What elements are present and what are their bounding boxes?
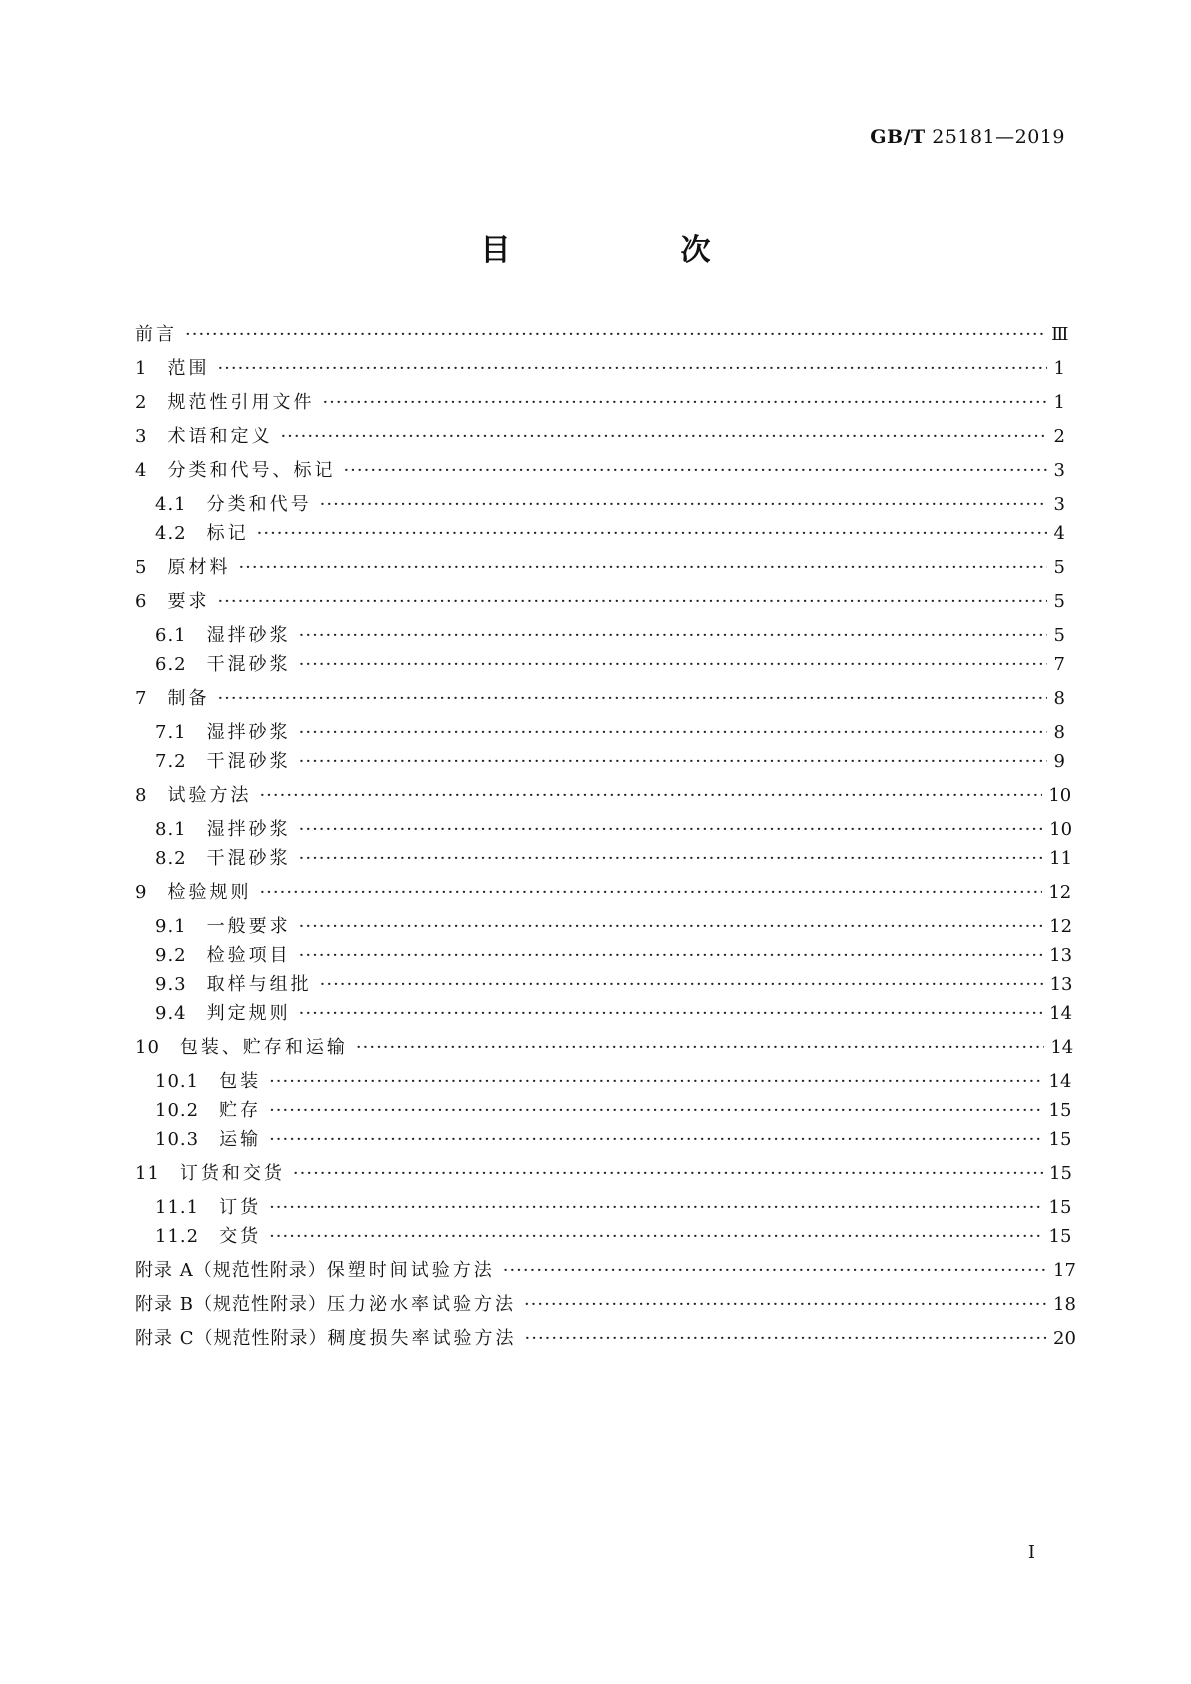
toc-entry[interactable] (135, 388, 1065, 418)
toc-entry[interactable] (135, 354, 1065, 384)
toc-entry[interactable] (135, 1290, 1076, 1320)
toc-entry-number: 11 (135, 1163, 160, 1184)
toc-entry-number: 10.3 (155, 1129, 200, 1150)
toc-entry-number: 1 (135, 358, 148, 379)
toc-entry[interactable] (155, 650, 1065, 680)
toc-entry-number: 8.1 (155, 819, 187, 840)
dot-leader (269, 1096, 1042, 1126)
toc-entry-number: 附录 A（规范性附录） (135, 1260, 327, 1281)
toc-entry[interactable] (135, 553, 1065, 583)
dot-leader (299, 999, 1044, 1029)
toc-entry-page: 15 (1048, 1129, 1072, 1150)
toc-entry-page: 3 (1053, 494, 1065, 515)
toc-entry[interactable] (135, 1256, 1076, 1286)
toc-entry-number: 10.1 (155, 1071, 200, 1092)
dot-leader (185, 320, 1045, 350)
dot-leader (503, 1256, 1047, 1286)
toc-entry[interactable] (155, 490, 1065, 520)
toc-entry[interactable] (135, 422, 1065, 452)
dot-leader (524, 1290, 1047, 1320)
toc-entry[interactable] (135, 320, 1069, 350)
dot-leader (299, 941, 1044, 971)
toc-entry-page: 15 (1048, 1100, 1072, 1121)
toc-entry-number: 9 (135, 882, 148, 903)
toc-entry-page: 14 (1050, 1037, 1074, 1058)
toc-entry[interactable] (135, 781, 1072, 811)
toc-entry-page: 8 (1053, 688, 1065, 709)
toc-entry[interactable] (155, 941, 1073, 971)
toc-entry[interactable] (155, 718, 1065, 748)
toc-entry-page: 4 (1053, 523, 1065, 544)
toc-entry-number: 7.1 (155, 722, 187, 743)
document-code-prefix: GB/T (870, 126, 926, 148)
dot-leader (320, 970, 1044, 1000)
toc-entry-page: 3 (1053, 460, 1065, 481)
toc-entry[interactable] (135, 878, 1072, 908)
toc-entry-title: 分类和代号 (206, 494, 312, 515)
toc-entry-page: 15 (1048, 1197, 1072, 1218)
dot-leader (299, 844, 1044, 874)
toc-entry[interactable] (135, 1159, 1072, 1189)
toc-entry-number: 附录 B（规范性附录） (135, 1294, 327, 1315)
toc-entry-title: 运输 (219, 1129, 262, 1150)
toc-entry-number: 9.4 (155, 1003, 187, 1024)
dot-leader (217, 354, 1047, 384)
toc-entry-title: 检验项目 (206, 945, 291, 966)
dot-leader (259, 878, 1042, 908)
toc-entry-page: 13 (1049, 945, 1073, 966)
toc-entry-number: 4 (135, 460, 148, 481)
toc-entry-title: 包装 (219, 1071, 262, 1092)
toc-entry-page: 5 (1053, 557, 1065, 578)
toc-entry-page: 14 (1049, 1003, 1073, 1024)
toc-entry-number: 11.2 (155, 1226, 200, 1247)
toc-entry-number: 9.3 (155, 974, 187, 995)
toc-entry-title: 保塑时间试验方法 (326, 1260, 495, 1281)
toc-entry-number: 6 (135, 591, 148, 612)
toc-entry-number: 7.2 (155, 751, 187, 772)
toc-entry-title: 湿拌砂浆 (206, 722, 291, 743)
toc-entry-title: 判定规则 (206, 1003, 291, 1024)
toc-entry-number: 8 (135, 785, 148, 806)
toc-entry-page: 1 (1053, 358, 1065, 379)
toc-entry-page: 10 (1049, 819, 1073, 840)
toc-entry[interactable] (155, 621, 1065, 651)
toc-entry-title: 贮存 (219, 1100, 262, 1121)
dot-leader (299, 747, 1047, 777)
toc-entry-page: 9 (1053, 751, 1065, 772)
toc-entry-title: 规范性引用文件 (167, 392, 315, 413)
toc-entry-title: 干混砂浆 (206, 654, 291, 675)
toc-entry[interactable] (155, 999, 1073, 1029)
toc-entry-number: 3 (135, 426, 148, 447)
toc-entry-page: 18 (1053, 1294, 1076, 1315)
toc-entry-page: 12 (1048, 882, 1072, 903)
dot-leader (257, 519, 1047, 549)
toc-entry-page: 10 (1048, 785, 1072, 806)
dot-leader (259, 781, 1042, 811)
dot-leader (343, 456, 1047, 486)
toc-entry[interactable] (155, 970, 1073, 1000)
toc-entry[interactable] (155, 747, 1065, 777)
dot-leader (269, 1193, 1042, 1223)
toc-entry-title: 一般要求 (206, 916, 291, 937)
toc-entry-number: 11.1 (155, 1197, 200, 1218)
toc-entry-page: 2 (1053, 426, 1065, 447)
toc-entry-title: 原材料 (167, 557, 231, 578)
dot-leader (320, 490, 1047, 520)
toc-entry-title: 标记 (206, 523, 249, 544)
toc-entry-title: 分类和代号、标记 (167, 460, 336, 481)
toc-entry-title: 要求 (167, 591, 210, 612)
toc-entry-number: 9.2 (155, 945, 187, 966)
toc-entry-page: 15 (1049, 1163, 1072, 1184)
dot-leader (322, 388, 1047, 418)
document-code-number: 25181—2019 (932, 126, 1065, 148)
toc-entry-title: 干混砂浆 (206, 751, 291, 772)
toc-entry-page: 7 (1053, 654, 1065, 675)
dot-leader (269, 1067, 1042, 1097)
toc-entry-title: 订货和交货 (179, 1163, 285, 1184)
toc-entry-title: 干混砂浆 (206, 848, 291, 869)
document-code (870, 126, 1065, 148)
toc-entry-title: 术语和定义 (167, 426, 273, 447)
toc-entry-number: 4.1 (155, 494, 187, 515)
toc-entry-number: 10 (135, 1037, 160, 1058)
toc-entry[interactable] (155, 815, 1073, 845)
toc-entry-page: 5 (1053, 591, 1065, 612)
toc-entry-title: 交货 (219, 1226, 262, 1247)
dot-leader (293, 1159, 1043, 1189)
dot-leader (299, 912, 1044, 942)
dot-leader (217, 587, 1047, 617)
toc-entry-title: 范围 (167, 358, 210, 379)
toc-entry[interactable] (155, 1096, 1072, 1126)
toc-entry[interactable] (155, 1067, 1072, 1097)
toc-entry-title: 订货 (219, 1197, 262, 1218)
toc-entry-title: 检验规则 (167, 882, 252, 903)
toc-entry[interactable] (155, 519, 1065, 549)
toc-entry-number: 7 (135, 688, 148, 709)
toc-entry[interactable] (155, 844, 1073, 874)
toc-entry-title: 前言 (135, 324, 177, 345)
dot-leader (217, 684, 1047, 714)
toc-entry-page: 20 (1053, 1328, 1076, 1349)
dot-leader (299, 815, 1044, 845)
toc-entry[interactable] (135, 587, 1065, 617)
toc-entry[interactable] (135, 456, 1065, 486)
toc-entry-number: 6.1 (155, 625, 187, 646)
toc-entry-page: Ⅲ (1051, 324, 1069, 345)
dot-leader (280, 422, 1047, 452)
toc-entry-title: 试验方法 (167, 785, 252, 806)
page-title: 目 次 (480, 233, 781, 268)
toc-entry-page: 5 (1053, 625, 1065, 646)
toc-entry-title: 压力泌水率试验方法 (326, 1294, 516, 1315)
toc-entry-page: 8 (1053, 722, 1065, 743)
dot-leader (299, 621, 1047, 651)
toc-entry[interactable] (135, 684, 1065, 714)
toc-entry[interactable] (155, 912, 1073, 942)
toc-entry-title: 湿拌砂浆 (206, 819, 291, 840)
toc-entry-title: 制备 (167, 688, 210, 709)
toc-entry-page: 11 (1049, 848, 1073, 869)
toc-entry[interactable] (155, 1125, 1072, 1155)
dot-leader (238, 553, 1047, 583)
dot-leader (299, 650, 1047, 680)
toc-entry-number: 附录 C（规范性附录） (135, 1328, 328, 1349)
toc-entry-page: 13 (1049, 974, 1073, 995)
toc-entry-number: 10.2 (155, 1100, 200, 1121)
toc-entry-number: 5 (135, 557, 148, 578)
toc-entry[interactable] (155, 1193, 1072, 1223)
toc-entry-page: 14 (1048, 1071, 1072, 1092)
toc-entry-title: 稠度损失率试验方法 (327, 1328, 517, 1349)
toc-entry-title: 湿拌砂浆 (206, 625, 291, 646)
toc-entry-number: 4.2 (155, 523, 187, 544)
toc-entry[interactable] (135, 1324, 1076, 1354)
dot-leader (269, 1222, 1042, 1252)
toc-entry-number: 8.2 (155, 848, 187, 869)
toc-entry-page: 15 (1048, 1226, 1072, 1247)
dot-leader (525, 1324, 1048, 1354)
toc-entry-page: 12 (1049, 916, 1073, 937)
toc-entry[interactable] (155, 1222, 1072, 1252)
toc-entry-number: 2 (135, 392, 148, 413)
toc-entry-page: 17 (1053, 1260, 1076, 1281)
dot-leader (299, 718, 1047, 748)
toc-entry-title: 包装、贮存和运输 (179, 1037, 348, 1058)
toc-entry-title: 取样与组批 (206, 974, 312, 995)
page-number: Ⅰ (1027, 1542, 1035, 1563)
toc-entry-number: 6.2 (155, 654, 187, 675)
toc-entry[interactable] (135, 1033, 1074, 1063)
toc-entry-page: 1 (1053, 392, 1065, 413)
dot-leader (356, 1033, 1044, 1063)
toc-entry-number: 9.1 (155, 916, 187, 937)
dot-leader (269, 1125, 1042, 1155)
